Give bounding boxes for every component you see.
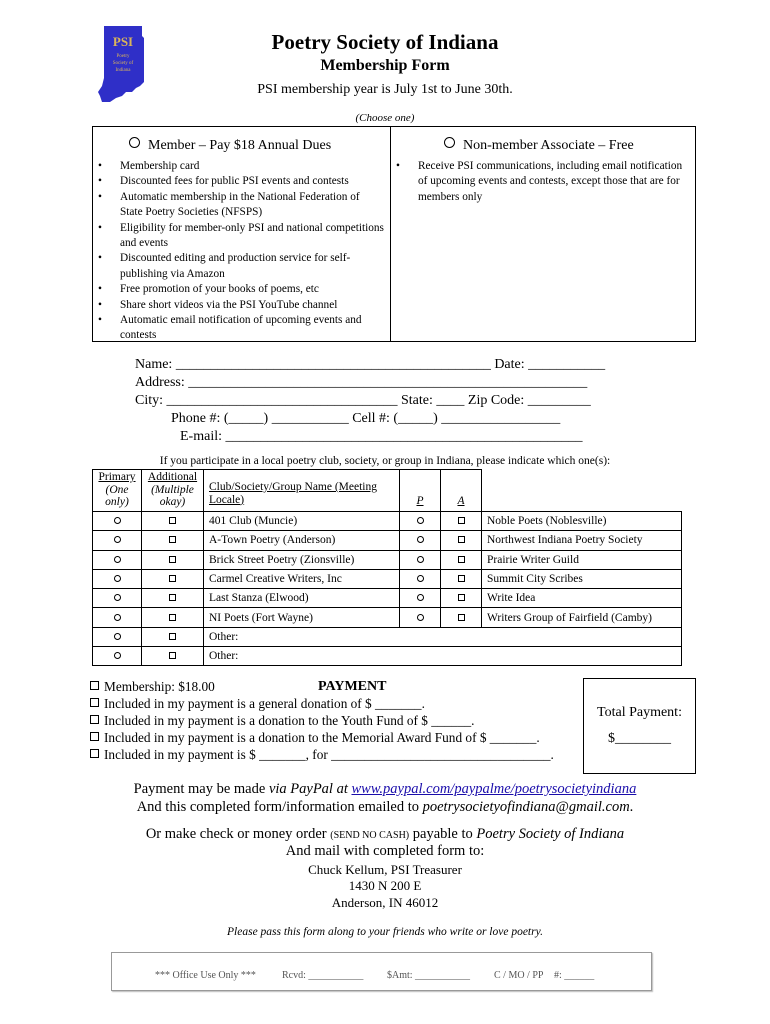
- primary-radio-icon[interactable]: [417, 536, 424, 543]
- club-name: Last Stanza (Elwood): [204, 589, 400, 608]
- additional-checkbox-icon[interactable]: [458, 556, 465, 563]
- table-row: [93, 531, 682, 550]
- a-header: A: [441, 470, 482, 512]
- logo-text: PSI: [112, 34, 134, 49]
- payment-method-field: C / MO / PP: [494, 970, 544, 981]
- email-instruction: And this completed form/information emailed to poetrysocietyofindiana@gmail.com.: [136, 799, 634, 815]
- primary-radio-icon[interactable]: [417, 575, 424, 582]
- svg-text:Poetry: Poetry: [116, 54, 130, 59]
- club-name: NI Poets (Fort Wayne): [204, 608, 400, 627]
- additional-header: Additional (Multiple okay): [142, 470, 204, 512]
- additional-checkbox-icon[interactable]: [458, 594, 465, 601]
- form-subtitle: Membership Form: [320, 57, 450, 74]
- p-header: P: [400, 470, 441, 512]
- member-option[interactable]: [129, 137, 331, 154]
- payment-line[interactable]: Included in my payment is a general donation of $ _______.: [90, 696, 554, 713]
- additional-checkbox-icon[interactable]: [169, 517, 176, 524]
- check-instruction: Or make check or money order (SEND NO CASH) payable to Poetry Society of Indiana: [145, 826, 625, 842]
- office-use-label: *** Office Use Only ***: [155, 970, 256, 981]
- other-club-field[interactable]: Other:: [204, 627, 400, 646]
- email-address: poetrysocietyofindiana@gmail.com: [422, 799, 630, 815]
- club-name: Northwest Indiana Poetry Society: [482, 531, 682, 550]
- associate-option-label: Non-member Associate – Free: [463, 138, 634, 153]
- email-field[interactable]: E-mail: ___________________________________________________: [180, 429, 583, 444]
- pass-along-note: Please pass this form along to your friends who write or love poetry.: [227, 926, 543, 938]
- primary-radio-icon[interactable]: [114, 556, 121, 563]
- table-row: [93, 608, 682, 627]
- payment-line[interactable]: Included in my payment is a donation to the Youth Fund of $ ______.: [90, 713, 554, 730]
- primary-radio-icon[interactable]: [114, 517, 121, 524]
- table-row: [93, 627, 682, 646]
- primary-radio-icon[interactable]: [114, 652, 121, 659]
- table-row: [93, 550, 682, 569]
- checkbox-icon[interactable]: [90, 732, 99, 741]
- primary-radio-icon[interactable]: [114, 614, 121, 621]
- additional-checkbox-icon[interactable]: [458, 517, 465, 524]
- list-item: • Membership card: [93, 159, 385, 174]
- club-table: [92, 469, 682, 666]
- total-payment-box: [583, 678, 696, 774]
- additional-checkbox-icon[interactable]: [169, 652, 176, 659]
- payment-line[interactable]: Included in my payment is a donation to the Memorial Award Fund of $ _______.: [90, 730, 554, 747]
- table-header-row: [93, 470, 682, 512]
- paypal-line: Payment may be made via PayPal at www.paypal.com/paypalme/poetrysocietyindiana: [133, 781, 637, 797]
- associate-benefits-list: [391, 159, 691, 205]
- number-field: #: ______: [554, 970, 595, 981]
- phone-cell-field[interactable]: Phone #: (_____) ___________ Cell #: (_____) _________________: [171, 411, 561, 426]
- membership-choice-box: [92, 126, 696, 342]
- primary-radio-icon[interactable]: [114, 594, 121, 601]
- checkbox-icon[interactable]: [90, 681, 99, 690]
- rcvd-field: Rcvd: ___________: [282, 970, 364, 981]
- table-row: [93, 589, 682, 608]
- list-item: • Discounted fees for public PSI events and contests: [93, 174, 385, 189]
- associate-option[interactable]: [444, 137, 634, 154]
- primary-header: Primary (One only): [93, 470, 142, 512]
- primary-radio-icon[interactable]: [417, 594, 424, 601]
- club-intro: If you participate in a local poetry club, society, or group in Indiana, please indicate which one(s):: [159, 455, 611, 467]
- club-name: Carmel Creative Writers, Inc: [204, 569, 400, 588]
- additional-checkbox-icon[interactable]: [169, 594, 176, 601]
- paypal-link[interactable]: www.paypal.com/paypalme/poetrysocietyindiana: [351, 781, 637, 797]
- table-row: [93, 512, 682, 531]
- other-club-field[interactable]: Other:: [204, 647, 400, 666]
- payment-line[interactable]: Included in my payment is $ _______, for _________________________________.: [90, 747, 554, 764]
- checkbox-icon[interactable]: [90, 698, 99, 707]
- club-name-header: Club/Society/Group Name (Meeting Locale): [204, 470, 400, 512]
- club-name: Summit City Scribes: [482, 569, 682, 588]
- total-payment-field[interactable]: $________: [608, 731, 671, 746]
- additional-checkbox-icon[interactable]: [458, 575, 465, 582]
- city-state-zip-field[interactable]: City: _________________________________ State: ____ Zip Code: _________: [135, 393, 591, 408]
- associate-radio-icon[interactable]: [444, 137, 455, 148]
- additional-checkbox-icon[interactable]: [458, 536, 465, 543]
- member-option-label: Member – Pay $18 Annual Dues: [148, 138, 332, 153]
- additional-checkbox-icon[interactable]: [169, 614, 176, 621]
- additional-checkbox-icon[interactable]: [169, 575, 176, 582]
- member-benefits-list: [93, 159, 385, 344]
- primary-radio-icon[interactable]: [114, 633, 121, 640]
- club-name: A-Town Poetry (Anderson): [204, 531, 400, 550]
- list-item: • Discounted editing and production service for self-publishing via Amazon: [93, 251, 385, 282]
- club-name: Writers Group of Fairfield (Camby): [482, 608, 682, 627]
- list-item: • Share short videos via the PSI YouTube channel: [93, 298, 385, 313]
- additional-checkbox-icon[interactable]: [169, 633, 176, 640]
- payment-heading: PAYMENT: [318, 679, 387, 694]
- primary-radio-icon[interactable]: [417, 614, 424, 621]
- club-name: Write Idea: [482, 589, 682, 608]
- club-name: Prairie Writer Guild: [482, 550, 682, 569]
- name-date-field[interactable]: Name: _____________________________________________ Date: ___________: [135, 357, 606, 372]
- list-item: • Eligibility for member-only PSI and national competitions and events: [93, 221, 385, 252]
- club-name: 401 Club (Muncie): [204, 512, 400, 531]
- list-item: • Automatic membership in the National Federation of State Poetry Societies (NFSPS): [93, 190, 385, 221]
- primary-radio-icon[interactable]: [417, 517, 424, 524]
- primary-radio-icon[interactable]: [417, 556, 424, 563]
- member-radio-icon[interactable]: [129, 137, 140, 148]
- address-field[interactable]: Address: _________________________________________________________: [135, 375, 588, 390]
- page-title: Poetry Society of Indiana: [271, 30, 499, 54]
- total-payment-label: Total Payment:: [597, 705, 682, 720]
- svg-text:Society of: Society of: [112, 61, 134, 66]
- additional-checkbox-icon[interactable]: [458, 614, 465, 621]
- checkbox-icon[interactable]: [90, 715, 99, 724]
- list-item: • Free promotion of your books of poems, etc: [93, 282, 385, 297]
- primary-radio-icon[interactable]: [114, 536, 121, 543]
- office-use-box: [111, 952, 652, 991]
- payment-line[interactable]: Membership: $18.00: [90, 679, 554, 696]
- mailing-address: Chuck Kellum, PSI Treasurer 1430 N 200 E Anderson, IN 46012: [308, 862, 462, 910]
- list-item: • Automatic email notification of upcoming events and contests: [93, 313, 385, 344]
- club-name: Brick Street Poetry (Zionsville): [204, 550, 400, 569]
- amount-field: $Amt: ___________: [387, 970, 471, 981]
- mail-instruction: And mail with completed form to:: [285, 843, 485, 859]
- list-item: • Receive PSI communications, including email notification of upcoming events and contests, except those that are for members only: [391, 159, 691, 205]
- choose-one-note: (Choose one): [355, 112, 415, 124]
- payment-lines: [90, 679, 554, 764]
- additional-checkbox-icon[interactable]: [169, 556, 176, 563]
- table-row: [93, 647, 682, 666]
- svg-text:Indiana: Indiana: [115, 68, 131, 73]
- additional-checkbox-icon[interactable]: [169, 536, 176, 543]
- table-row: [93, 569, 682, 588]
- membership-year-note: PSI membership year is July 1st to June 30th.: [257, 82, 513, 97]
- primary-radio-icon[interactable]: [114, 575, 121, 582]
- club-name: Noble Poets (Noblesville): [482, 512, 682, 531]
- checkbox-icon[interactable]: [90, 749, 99, 758]
